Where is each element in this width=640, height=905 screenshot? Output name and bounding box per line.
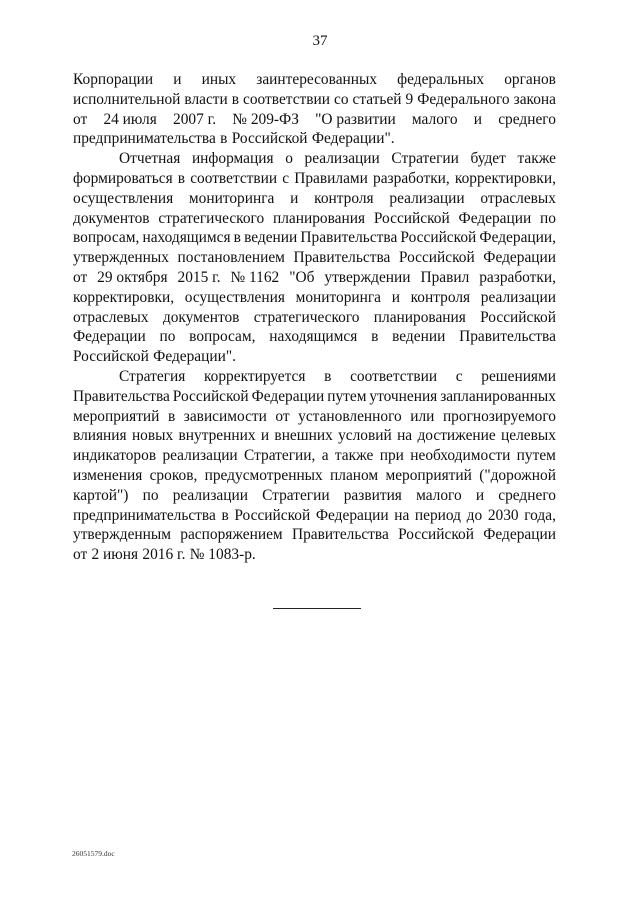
word: Федерации [315, 506, 389, 524]
word: и [173, 71, 182, 88]
word: до [466, 506, 483, 524]
text-line [73, 70, 556, 90]
word: с [455, 367, 463, 385]
word: исполнительной [73, 90, 181, 108]
word: 2030 [487, 506, 519, 524]
text-line [73, 506, 556, 526]
word: в [371, 328, 379, 346]
word: и [391, 288, 400, 306]
word: реализации [172, 486, 248, 504]
word: № 209-ФЗ [232, 110, 299, 128]
word: при [379, 447, 404, 465]
word: Федерации [458, 209, 532, 227]
word: малого [416, 486, 462, 504]
word: достижение [417, 427, 496, 445]
word: в [233, 229, 241, 247]
word: 29 октября [97, 268, 168, 286]
word: Российской [398, 249, 475, 267]
text-line [73, 486, 556, 506]
text-line [73, 446, 556, 466]
word: малого [411, 110, 458, 128]
word: Стратегии, [244, 447, 316, 465]
word: 9 [405, 90, 414, 108]
word: в [231, 90, 240, 108]
page-number: 37 [312, 33, 328, 49]
text-line [73, 248, 556, 268]
text-line [73, 387, 556, 407]
word: реализации [304, 150, 380, 168]
text-line [73, 110, 556, 130]
word: года, [524, 506, 556, 524]
word: влияния [73, 427, 127, 445]
text-line [73, 426, 556, 446]
paragraph [73, 70, 556, 149]
word: от [275, 407, 290, 425]
word: на [397, 427, 413, 445]
word: с [282, 169, 290, 187]
word: от [73, 268, 88, 286]
word: формироваться [73, 169, 173, 187]
word: картой") [73, 486, 129, 504]
word: целевых [501, 427, 556, 445]
word: Федерации [483, 249, 556, 267]
word: Российской [234, 506, 311, 524]
word: разработки, [373, 169, 450, 187]
word: власти [184, 90, 228, 108]
word: вопросам, [73, 229, 140, 247]
paragraph [73, 367, 556, 565]
word: по [159, 328, 176, 346]
word: Российской [231, 130, 308, 148]
word: на [394, 506, 410, 524]
word: изменения [73, 466, 143, 484]
word: со [334, 90, 349, 108]
text-line [73, 268, 556, 288]
word: соответствии [190, 169, 278, 187]
word: осуществления [73, 189, 174, 207]
word: и [473, 110, 482, 128]
word: Российской [373, 209, 450, 227]
word: а [321, 447, 329, 465]
word: также [334, 447, 374, 465]
word: Федерации [251, 387, 325, 405]
word: "О развитии [315, 110, 396, 128]
word: планирования [373, 308, 466, 326]
word: федеральных [397, 71, 485, 88]
word: заинтересованных [256, 71, 378, 88]
word: осуществления [184, 288, 285, 306]
word: по [142, 486, 159, 504]
word: распоряжением [180, 526, 283, 544]
word: необходимости [410, 447, 511, 465]
word: стратегического [158, 209, 265, 227]
word: сроков, [149, 466, 198, 484]
word: от [73, 546, 88, 564]
word: новых [131, 427, 174, 445]
word: утвержденных [73, 249, 169, 267]
word: ("дорожной [479, 466, 556, 484]
word: вопросам, [189, 328, 256, 346]
word: предпринимательства [73, 130, 216, 148]
text-line [73, 288, 556, 308]
word: Федерации [73, 328, 146, 346]
word: Стратегии [262, 486, 330, 504]
word: закона [513, 90, 556, 108]
word: условий [338, 427, 392, 445]
word: планом [330, 466, 379, 484]
text-line [73, 149, 556, 169]
word: мероприятий [385, 466, 472, 484]
word: стратегического [253, 308, 360, 326]
word: постановлением [177, 249, 285, 267]
word: Правительства [300, 229, 398, 247]
word: корректируется [203, 367, 306, 385]
word: путем [516, 447, 556, 465]
word: развития [343, 486, 402, 504]
word: внутренних [178, 427, 256, 445]
word: документов [73, 209, 150, 227]
word: в [220, 130, 228, 148]
word: Стратегии [391, 150, 459, 168]
word: Стратегия [119, 367, 186, 385]
word: разработки, [479, 268, 556, 286]
word: "Об [289, 268, 315, 286]
text-line [73, 466, 556, 486]
word: Российской [398, 526, 474, 544]
word: иных [201, 71, 237, 88]
word: среднего [498, 486, 556, 504]
word: Правительства [73, 387, 170, 405]
word: мониторинга [188, 189, 275, 207]
word: по [540, 209, 556, 227]
word: утвержденным [73, 526, 171, 544]
word: ведении [244, 229, 298, 247]
text-line [73, 407, 556, 427]
word: № 1162 [230, 268, 280, 286]
word: Российской [172, 387, 249, 405]
word: и [475, 486, 485, 504]
word: и [260, 427, 270, 445]
word: соответствии [350, 367, 438, 385]
word: реализации [162, 447, 238, 465]
word: или [410, 407, 435, 425]
word: индикаторов [73, 447, 157, 465]
paragraph [73, 149, 556, 367]
word: в [324, 367, 332, 385]
word: корректировки, [454, 169, 556, 187]
word: 24 июля [103, 110, 157, 128]
word: утверждении [324, 268, 411, 286]
text-line [73, 545, 556, 565]
word: реализации [389, 189, 465, 207]
word: органов [504, 71, 556, 88]
word: прогнозируемого [442, 407, 556, 425]
word: предусмотренных [204, 466, 323, 484]
word: Правительства [293, 249, 391, 267]
word: документов [162, 308, 240, 326]
word: информация [191, 150, 274, 168]
word: статьей [352, 90, 402, 108]
text-line [73, 367, 556, 387]
word: Российской [400, 229, 477, 247]
word: отраслевых [480, 189, 556, 207]
body-text [73, 70, 556, 565]
word: о [285, 150, 293, 168]
word: Правительства [459, 328, 556, 346]
word: предпринимательства [73, 506, 216, 524]
text-line [73, 228, 556, 248]
end-divider [273, 608, 361, 609]
word: Российской [73, 348, 149, 366]
word: Федерации". [311, 130, 395, 148]
word: 2007 г. [173, 110, 217, 128]
text-line [73, 525, 556, 545]
word: 2 июня [91, 546, 139, 564]
text-line [73, 129, 556, 149]
word: период [414, 506, 462, 524]
word: в [177, 169, 186, 187]
word: соответствии [243, 90, 330, 108]
word: корректировки, [73, 288, 175, 306]
word: Правительства [291, 526, 389, 544]
word: контроля [314, 189, 374, 207]
word: 2015 г. [177, 268, 221, 286]
word: Российской [480, 308, 556, 326]
word: Корпорации [73, 71, 154, 88]
word: внешних [274, 427, 333, 445]
word: мониторинга [295, 288, 382, 306]
word: зависимости [183, 407, 267, 425]
word: 2016 г. [142, 546, 186, 564]
word: Федерации, [479, 229, 556, 247]
word: Правил [420, 268, 470, 286]
text-line [73, 169, 556, 189]
word: ведении [392, 328, 446, 346]
text-line [73, 347, 556, 367]
word: запланированных [440, 387, 556, 405]
word: будет [470, 150, 506, 168]
word: находящимся [142, 229, 231, 247]
word: установленного [298, 407, 402, 425]
word: решениями [481, 367, 556, 385]
word: Федерации [483, 526, 556, 544]
word: мероприятий [73, 407, 160, 425]
text-line [73, 189, 556, 209]
file-reference: 26051579.doc [72, 849, 115, 858]
word: среднего [498, 110, 556, 128]
word: Отчетная [119, 150, 181, 168]
word: путем [327, 387, 367, 405]
word: № 1083-р. [189, 546, 256, 564]
word: уточнения [369, 387, 438, 405]
word: от [73, 110, 88, 128]
text-line [73, 327, 556, 347]
word: в [221, 506, 229, 524]
word: находящимся [269, 328, 358, 346]
word: Федерального [417, 90, 510, 108]
word: планирования [272, 209, 366, 227]
word: в [167, 407, 176, 425]
text-line [73, 90, 556, 110]
word: контроля [410, 288, 471, 306]
word: также [517, 150, 556, 168]
text-line [73, 308, 556, 328]
word: реализации [480, 288, 556, 306]
word: и [290, 189, 299, 207]
word: отраслевых [73, 308, 149, 326]
word: Правилами [294, 169, 368, 187]
word: Федерации". [153, 348, 236, 366]
text-line [73, 209, 556, 229]
